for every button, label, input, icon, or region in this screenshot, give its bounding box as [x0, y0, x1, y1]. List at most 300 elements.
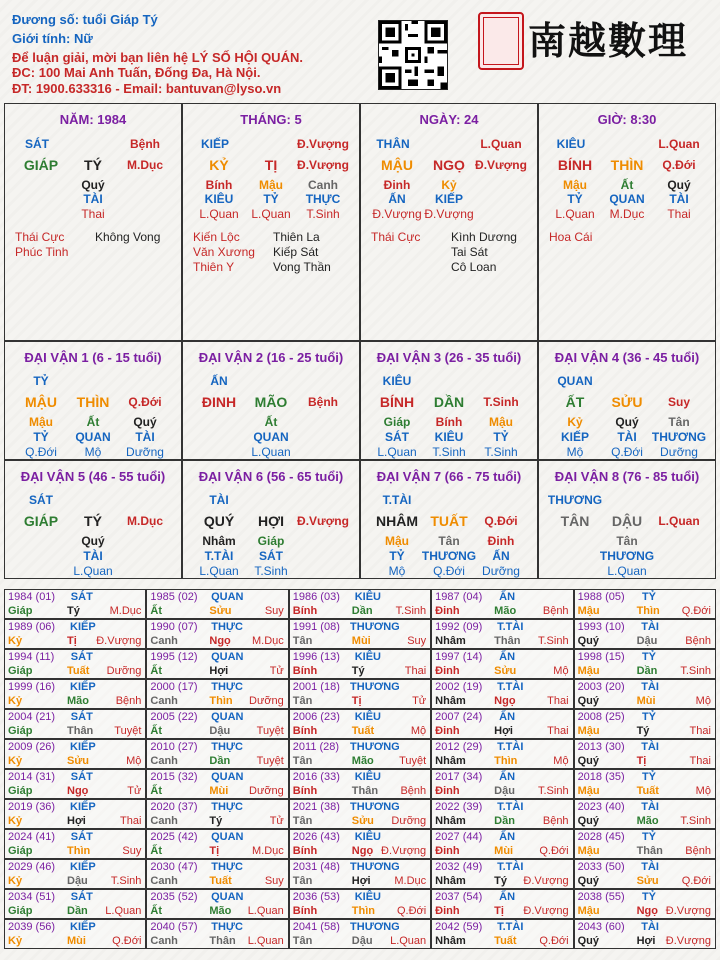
year-label: 1989 (06) — [8, 621, 56, 633]
year-stem: Đinh — [435, 665, 460, 677]
year-branch: Dậu — [67, 875, 88, 887]
hidden-life-stage: Dưỡng — [482, 564, 520, 578]
year-branch: Tuất — [67, 665, 90, 677]
hidden-life-stage: L.Quan — [199, 564, 239, 578]
hidden-ten-god: T.TÀI — [204, 549, 234, 563]
year-life-stage: M.Dục — [394, 875, 427, 887]
year-life-stage: Bệnh — [400, 785, 427, 797]
year-cell[interactable] — [146, 679, 288, 709]
life-stage-top: L.Quan — [658, 137, 700, 151]
ten-god-top: THƯƠNG — [547, 493, 603, 507]
year-label: 2008 (25) — [577, 711, 625, 723]
year-branch: Thân — [494, 635, 521, 647]
year-cell[interactable] — [431, 589, 573, 619]
year-label: 1986 (03) — [292, 591, 340, 603]
year-cell[interactable] — [146, 889, 288, 919]
hidden-ten-god: KIẾP — [434, 192, 464, 206]
year-cell[interactable] — [289, 709, 431, 739]
hidden-stem: Quý — [133, 415, 157, 429]
year-life-stage: Suy — [122, 845, 142, 857]
year-life-stage: Thai — [689, 725, 711, 737]
year-ten-god: THƯƠNG — [350, 621, 400, 633]
year-stem: Mậu — [577, 665, 600, 677]
hidden-stem: Bính — [435, 415, 463, 429]
dai-van-8 — [538, 460, 716, 579]
hidden-ten-god: SÁT — [259, 549, 283, 563]
year-cell[interactable] — [146, 769, 288, 799]
year-cell[interactable] — [574, 589, 716, 619]
year-ten-god: THỰC — [211, 621, 243, 633]
year-life-stage: Tử — [412, 695, 427, 707]
year-cell[interactable] — [431, 889, 573, 919]
hidden-stem: Ất — [620, 178, 634, 192]
heavenly-stem: QUÝ — [203, 513, 235, 529]
life-stage: Bệnh — [308, 395, 338, 409]
year-cell[interactable] — [4, 889, 146, 919]
year-cell[interactable] — [146, 619, 288, 649]
hidden-life-stage: T.Sinh — [484, 445, 518, 459]
hidden-ten-god: KIẾP — [560, 430, 590, 444]
star-right: Vong Thần — [273, 260, 331, 274]
year-life-stage: T.Sinh — [537, 635, 569, 647]
ten-god-top: THÂN — [376, 137, 410, 151]
hidden-ten-god: TỶ — [389, 549, 405, 563]
hidden-stem: Mậu — [259, 178, 283, 192]
qr-code[interactable] — [378, 20, 448, 90]
year-cell[interactable] — [574, 739, 716, 769]
hidden-stem: Giáp — [383, 415, 411, 429]
year-life-stage: L.Quan — [105, 905, 142, 917]
year-ten-god: THỰC — [211, 681, 243, 693]
year-branch: Tý — [67, 605, 80, 617]
year-cell[interactable] — [146, 709, 288, 739]
year-label: 2002 (19) — [435, 681, 483, 693]
year-cell[interactable] — [289, 589, 431, 619]
heavenly-stem: NHÂM — [376, 513, 418, 529]
year-life-stage: Tuyệt — [114, 725, 142, 737]
year-stem: Canh — [150, 815, 178, 827]
year-stem: Giáp — [8, 665, 33, 677]
year-cell[interactable] — [289, 649, 431, 679]
year-life-stage: L.Quan — [390, 935, 427, 947]
year-ten-god: THƯƠNG — [350, 681, 400, 693]
dai-van-3 — [360, 341, 538, 460]
year-cell[interactable] — [289, 799, 431, 829]
year-life-stage: T.Sinh — [680, 815, 711, 827]
year-cell[interactable] — [431, 739, 573, 769]
year-ten-god: KIÊU — [354, 651, 381, 663]
year-cell[interactable] — [431, 829, 573, 859]
year-cell[interactable] — [574, 679, 716, 709]
annual-luck-table — [4, 589, 716, 949]
year-branch: Tị — [209, 845, 220, 857]
ten-god-top: KIÊU — [382, 374, 412, 388]
life-stage: T.Sinh — [483, 395, 519, 409]
earthly-branch: TUẤT — [430, 513, 468, 529]
year-ten-god: TỶ — [641, 771, 656, 783]
year-cell[interactable] — [4, 619, 146, 649]
year-branch: Ngọ — [494, 695, 516, 707]
year-stem: Canh — [150, 875, 178, 887]
year-branch: Dần — [636, 665, 658, 677]
year-ten-god: SÁT — [70, 831, 93, 843]
year-cell[interactable] — [146, 649, 288, 679]
year-stem: Nhâm — [435, 695, 466, 707]
earthly-branch: TÝ — [84, 157, 102, 173]
hidden-ten-god: QUAN — [75, 430, 111, 444]
year-life-stage: Mộ — [410, 725, 427, 737]
year-life-stage: Mộ — [553, 755, 569, 767]
dai-van-title: ĐẠI VẬN 5 (46 - 55 tuổi) — [20, 469, 166, 484]
branch-life-stage: Đ.Vượng — [475, 158, 527, 172]
year-ten-god: TỶ — [641, 591, 656, 603]
year-life-stage: Suy — [407, 635, 427, 647]
year-cell[interactable] — [289, 919, 431, 949]
hidden-ten-god: ẤN — [492, 549, 510, 563]
year-cell[interactable] — [4, 679, 146, 709]
year-stem: Kỷ — [8, 815, 23, 827]
year-ten-god: KIẾP — [70, 621, 96, 633]
year-branch: Mão — [494, 605, 517, 617]
year-life-stage: Thai — [689, 755, 711, 767]
year-stem: Nhâm — [435, 635, 466, 647]
year-life-stage: Tử — [127, 785, 142, 797]
hidden-life-stage: L.Quan — [251, 207, 291, 221]
year-ten-god: KIÊU — [354, 891, 381, 903]
year-life-stage: Suy — [264, 875, 284, 887]
year-label: 2022 (39) — [435, 801, 483, 813]
year-life-stage: Dưỡng — [249, 695, 284, 707]
year-stem: Nhâm — [435, 875, 466, 887]
year-ten-god: QUAN — [211, 591, 244, 603]
hidden-ten-god: TÀI — [135, 430, 155, 444]
year-ten-god: KIẾP — [70, 801, 96, 813]
year-life-stage: Tuyệt — [256, 755, 284, 767]
year-branch: Tuất — [351, 725, 375, 737]
year-cell[interactable] — [4, 709, 146, 739]
star-left: Thiên Y — [193, 260, 235, 274]
year-cell[interactable] — [4, 829, 146, 859]
year-life-stage: M.Dục — [252, 845, 284, 857]
year-cell[interactable] — [574, 619, 716, 649]
year-cell[interactable] — [289, 889, 431, 919]
year-branch: Tý — [209, 815, 223, 827]
heavenly-stem: TÂN — [560, 513, 590, 529]
year-cell[interactable] — [574, 649, 716, 679]
year-stem: Bính — [292, 905, 318, 917]
hidden-life-stage: Thai — [667, 207, 691, 221]
star-right: Không Vong — [95, 230, 161, 244]
year-stem: Quý — [577, 935, 599, 947]
year-ten-god: QUAN — [211, 771, 244, 783]
year-ten-god: T.TÀI — [497, 861, 524, 873]
year-branch: Mão — [351, 755, 374, 767]
year-branch: Tị — [351, 695, 362, 707]
year-cell[interactable] — [574, 769, 716, 799]
hidden-life-stage: T.Sinh — [254, 564, 288, 578]
year-life-stage: T.Sinh — [110, 875, 142, 887]
year-cell[interactable] — [146, 859, 288, 889]
year-label: 2005 (22) — [150, 711, 198, 723]
dai-van-2 — [182, 341, 360, 460]
year-label: 1993 (10) — [577, 621, 625, 633]
year-ten-god: THƯƠNG — [350, 861, 400, 873]
year-stem: Tân — [292, 635, 313, 647]
earthly-branch: MÃO — [254, 394, 288, 410]
year-cell[interactable] — [4, 769, 146, 799]
year-label: 2007 (24) — [435, 711, 483, 723]
year-stem: Kỷ — [8, 875, 23, 887]
year-cell[interactable] — [289, 619, 431, 649]
year-label: 2011 (28) — [292, 741, 340, 753]
hidden-stem: Tân — [438, 534, 460, 548]
year-branch: Sửu — [351, 815, 374, 827]
heavenly-stem: MẬU — [381, 157, 413, 173]
phone-email-line: ĐT: 1900.633316 - Email: bantuvan@lyso.vn — [12, 81, 282, 96]
year-cell[interactable] — [146, 919, 288, 949]
year-life-stage: Đ.Vượng — [523, 905, 569, 917]
year-label: 2035 (52) — [150, 891, 198, 903]
year-cell[interactable] — [431, 799, 573, 829]
year-label: 2010 (27) — [150, 741, 198, 753]
address-line: ĐC: 100 Mai Anh Tuấn, Đống Đa, Hà Nội. — [12, 65, 261, 80]
year-label: 2016 (33) — [292, 771, 340, 783]
year-stem: Ất — [150, 665, 162, 677]
year-label: 2001 (18) — [292, 681, 340, 693]
year-ten-god: SÁT — [70, 711, 93, 723]
earthly-branch: NGỌ — [433, 157, 465, 173]
year-label: 1996 (13) — [292, 651, 340, 663]
year-ten-god: T.TÀI — [497, 681, 524, 693]
year-stem: Tân — [292, 755, 313, 767]
year-life-stage: Đ.Vượng — [523, 875, 569, 887]
year-cell[interactable] — [574, 919, 716, 949]
life-stage-top: Đ.Vượng — [297, 137, 349, 151]
heavenly-stem: GIÁP — [23, 157, 59, 173]
year-ten-god: T.TÀI — [497, 801, 524, 813]
year-cell[interactable] — [289, 859, 431, 889]
year-stem: Ất — [150, 725, 162, 737]
year-cell[interactable] — [574, 709, 716, 739]
year-cell[interactable] — [146, 589, 288, 619]
year-life-stage: M.Dục — [109, 605, 142, 617]
year-life-stage: Thai — [547, 725, 569, 737]
life-stage: Q.Đới — [128, 395, 162, 409]
year-branch: Ngọ — [209, 635, 231, 647]
year-branch: Mùi — [494, 845, 514, 857]
year-stem: Mậu — [577, 845, 600, 857]
year-label: 2041 (58) — [292, 921, 340, 933]
year-cell[interactable] — [146, 739, 288, 769]
year-cell[interactable] — [431, 919, 573, 949]
year-label: 1995 (12) — [150, 651, 198, 663]
year-ten-god: KIẾP — [70, 861, 96, 873]
pillar-4 — [538, 103, 716, 341]
hidden-life-stage: L.Quan — [199, 207, 239, 221]
year-label: 2025 (42) — [150, 831, 198, 843]
ten-god-top: ẤN — [210, 374, 228, 388]
year-branch: Mùi — [351, 635, 371, 647]
hidden-stem: Tân — [668, 415, 690, 429]
year-life-stage: Đ.Vượng — [96, 635, 142, 647]
gender-line: Giới tính: Nữ — [12, 31, 93, 46]
year-label: 2006 (23) — [292, 711, 340, 723]
hidden-ten-god: KIÊU — [204, 192, 234, 206]
year-stem: Mậu — [577, 905, 600, 917]
year-label: 2019 (36) — [8, 801, 56, 813]
year-cell[interactable] — [431, 709, 573, 739]
year-branch: Tý — [636, 725, 650, 737]
year-label: 2009 (26) — [8, 741, 56, 753]
year-cell[interactable] — [289, 739, 431, 769]
year-branch: Mão — [636, 815, 659, 827]
year-stem: Bính — [292, 665, 318, 677]
year-stem: Mậu — [577, 785, 600, 797]
star-right: Kình Dương — [451, 230, 517, 244]
year-label: 1994 (11) — [8, 651, 55, 663]
year-label: 2032 (49) — [435, 861, 483, 873]
year-label: 2023 (40) — [577, 801, 625, 813]
year-stem: Quý — [577, 695, 599, 707]
year-stem: Ất — [150, 785, 162, 797]
hidden-ten-god: TỶ — [263, 192, 279, 206]
year-cell[interactable] — [289, 679, 431, 709]
year-ten-god: ẤN — [499, 651, 516, 663]
hidden-life-stage: Dưỡng — [660, 445, 698, 459]
year-cell[interactable] — [4, 799, 146, 829]
year-cell[interactable] — [146, 799, 288, 829]
ten-god-top: SÁT — [25, 137, 49, 151]
heavenly-stem: GIÁP — [23, 513, 59, 529]
year-life-stage: T.Sinh — [680, 665, 711, 677]
year-cell[interactable] — [4, 649, 146, 679]
year-label: 1987 (04) — [435, 591, 483, 603]
year-branch: Dậu — [351, 935, 373, 947]
year-label: 1984 (01) — [8, 591, 56, 603]
year-cell[interactable] — [4, 859, 146, 889]
year-cell[interactable] — [574, 829, 716, 859]
year-cell[interactable] — [146, 829, 288, 859]
year-cell[interactable] — [289, 829, 431, 859]
year-branch: Dần — [67, 905, 88, 917]
year-cell[interactable] — [4, 919, 146, 949]
heavenly-stem: ẤT — [565, 394, 585, 410]
hidden-stem: Ất — [86, 415, 100, 429]
year-ten-god: T.TÀI — [497, 921, 524, 933]
hidden-life-stage: Q.Đới — [25, 445, 57, 459]
year-cell[interactable] — [4, 589, 146, 619]
year-label: 2021 (38) — [292, 801, 340, 813]
year-life-stage: Bệnh — [115, 695, 142, 707]
year-stem: Kỷ — [8, 755, 23, 767]
year-branch: Mão — [209, 905, 232, 917]
year-cell[interactable] — [431, 619, 573, 649]
year-ten-god: KIÊU — [354, 591, 381, 603]
year-stem: Ất — [150, 905, 162, 917]
year-life-stage: Q.Đới — [539, 935, 569, 947]
year-ten-god: THƯƠNG — [350, 921, 400, 933]
year-cell[interactable] — [4, 739, 146, 769]
year-stem: Giáp — [8, 725, 33, 737]
year-branch: Tuất — [209, 875, 232, 887]
year-ten-god: T.TÀI — [497, 741, 524, 753]
year-stem: Bính — [292, 845, 318, 857]
hidden-life-stage: L.Quan — [555, 207, 595, 221]
year-life-stage: Dưỡng — [106, 665, 142, 677]
life-stage-top: L.Quan — [480, 137, 522, 151]
life-stage: L.Quan — [658, 514, 700, 528]
year-stem: Giáp — [8, 845, 33, 857]
year-stem: Canh — [150, 635, 178, 647]
year-branch: Thân — [209, 935, 236, 947]
year-ten-god: ẤN — [499, 711, 516, 723]
year-label: 2013 (30) — [577, 741, 625, 753]
year-label: 2039 (56) — [8, 921, 56, 933]
year-cell[interactable] — [574, 859, 716, 889]
hidden-life-stage: Dưỡng — [126, 445, 164, 459]
year-cell[interactable] — [574, 799, 716, 829]
star-right: Kiếp Sát — [273, 245, 319, 259]
hidden-ten-god: THƯƠNG — [599, 549, 655, 563]
hidden-stem: Mậu — [563, 178, 587, 192]
hidden-ten-god: TÀI — [669, 192, 689, 206]
year-branch: Thìn — [209, 695, 233, 707]
hidden-stem: Mậu — [29, 415, 53, 429]
year-life-stage: Bệnh — [685, 635, 711, 647]
year-ten-god: ẤN — [499, 831, 516, 843]
year-cell[interactable] — [431, 769, 573, 799]
hidden-stem: Tân — [616, 534, 638, 548]
year-stem: Ất — [150, 605, 162, 617]
year-stem: Nhâm — [435, 815, 466, 827]
earthly-branch: DẦN — [433, 394, 465, 410]
hidden-life-stage: L.Quan — [73, 564, 113, 578]
year-life-stage: Dưỡng — [391, 815, 427, 827]
year-branch: Thìn — [494, 755, 518, 767]
hidden-ten-god: TÀI — [617, 430, 637, 444]
year-cell[interactable] — [431, 859, 573, 889]
year-ten-god: ẤN — [499, 891, 516, 903]
year-ten-god: TỶ — [641, 711, 656, 723]
dai-van-4 — [538, 341, 716, 460]
year-cell[interactable] — [574, 889, 716, 919]
year-life-stage: Tử — [269, 815, 284, 827]
year-branch: Tý — [494, 875, 508, 887]
year-ten-god: ẤN — [499, 591, 516, 603]
ten-god-top: QUAN — [557, 374, 593, 388]
year-branch: Thìn — [67, 845, 91, 857]
year-ten-god: QUAN — [211, 831, 244, 843]
life-stage: Q.Đới — [484, 514, 518, 528]
branch-life-stage: M.Dục — [127, 158, 163, 172]
dai-van-5 — [4, 460, 182, 579]
star-left: Văn Xương — [193, 245, 255, 259]
year-branch: Tị — [636, 755, 647, 767]
hidden-ten-god: THƯƠNG — [651, 430, 707, 444]
year-life-stage: T.Sinh — [537, 785, 569, 797]
year-cell[interactable] — [289, 769, 431, 799]
year-cell[interactable] — [431, 679, 573, 709]
hidden-ten-god: SÁT — [385, 430, 409, 444]
year-label: 2042 (59) — [435, 921, 483, 933]
hidden-life-stage: Q.Đới — [611, 445, 643, 459]
year-label: 2003 (20) — [577, 681, 625, 693]
year-label: 1990 (07) — [150, 621, 198, 633]
year-branch: Dần — [209, 755, 231, 767]
year-ten-god: TÀI — [641, 921, 659, 933]
hidden-stem: Quý — [81, 534, 105, 548]
year-cell[interactable] — [431, 649, 573, 679]
